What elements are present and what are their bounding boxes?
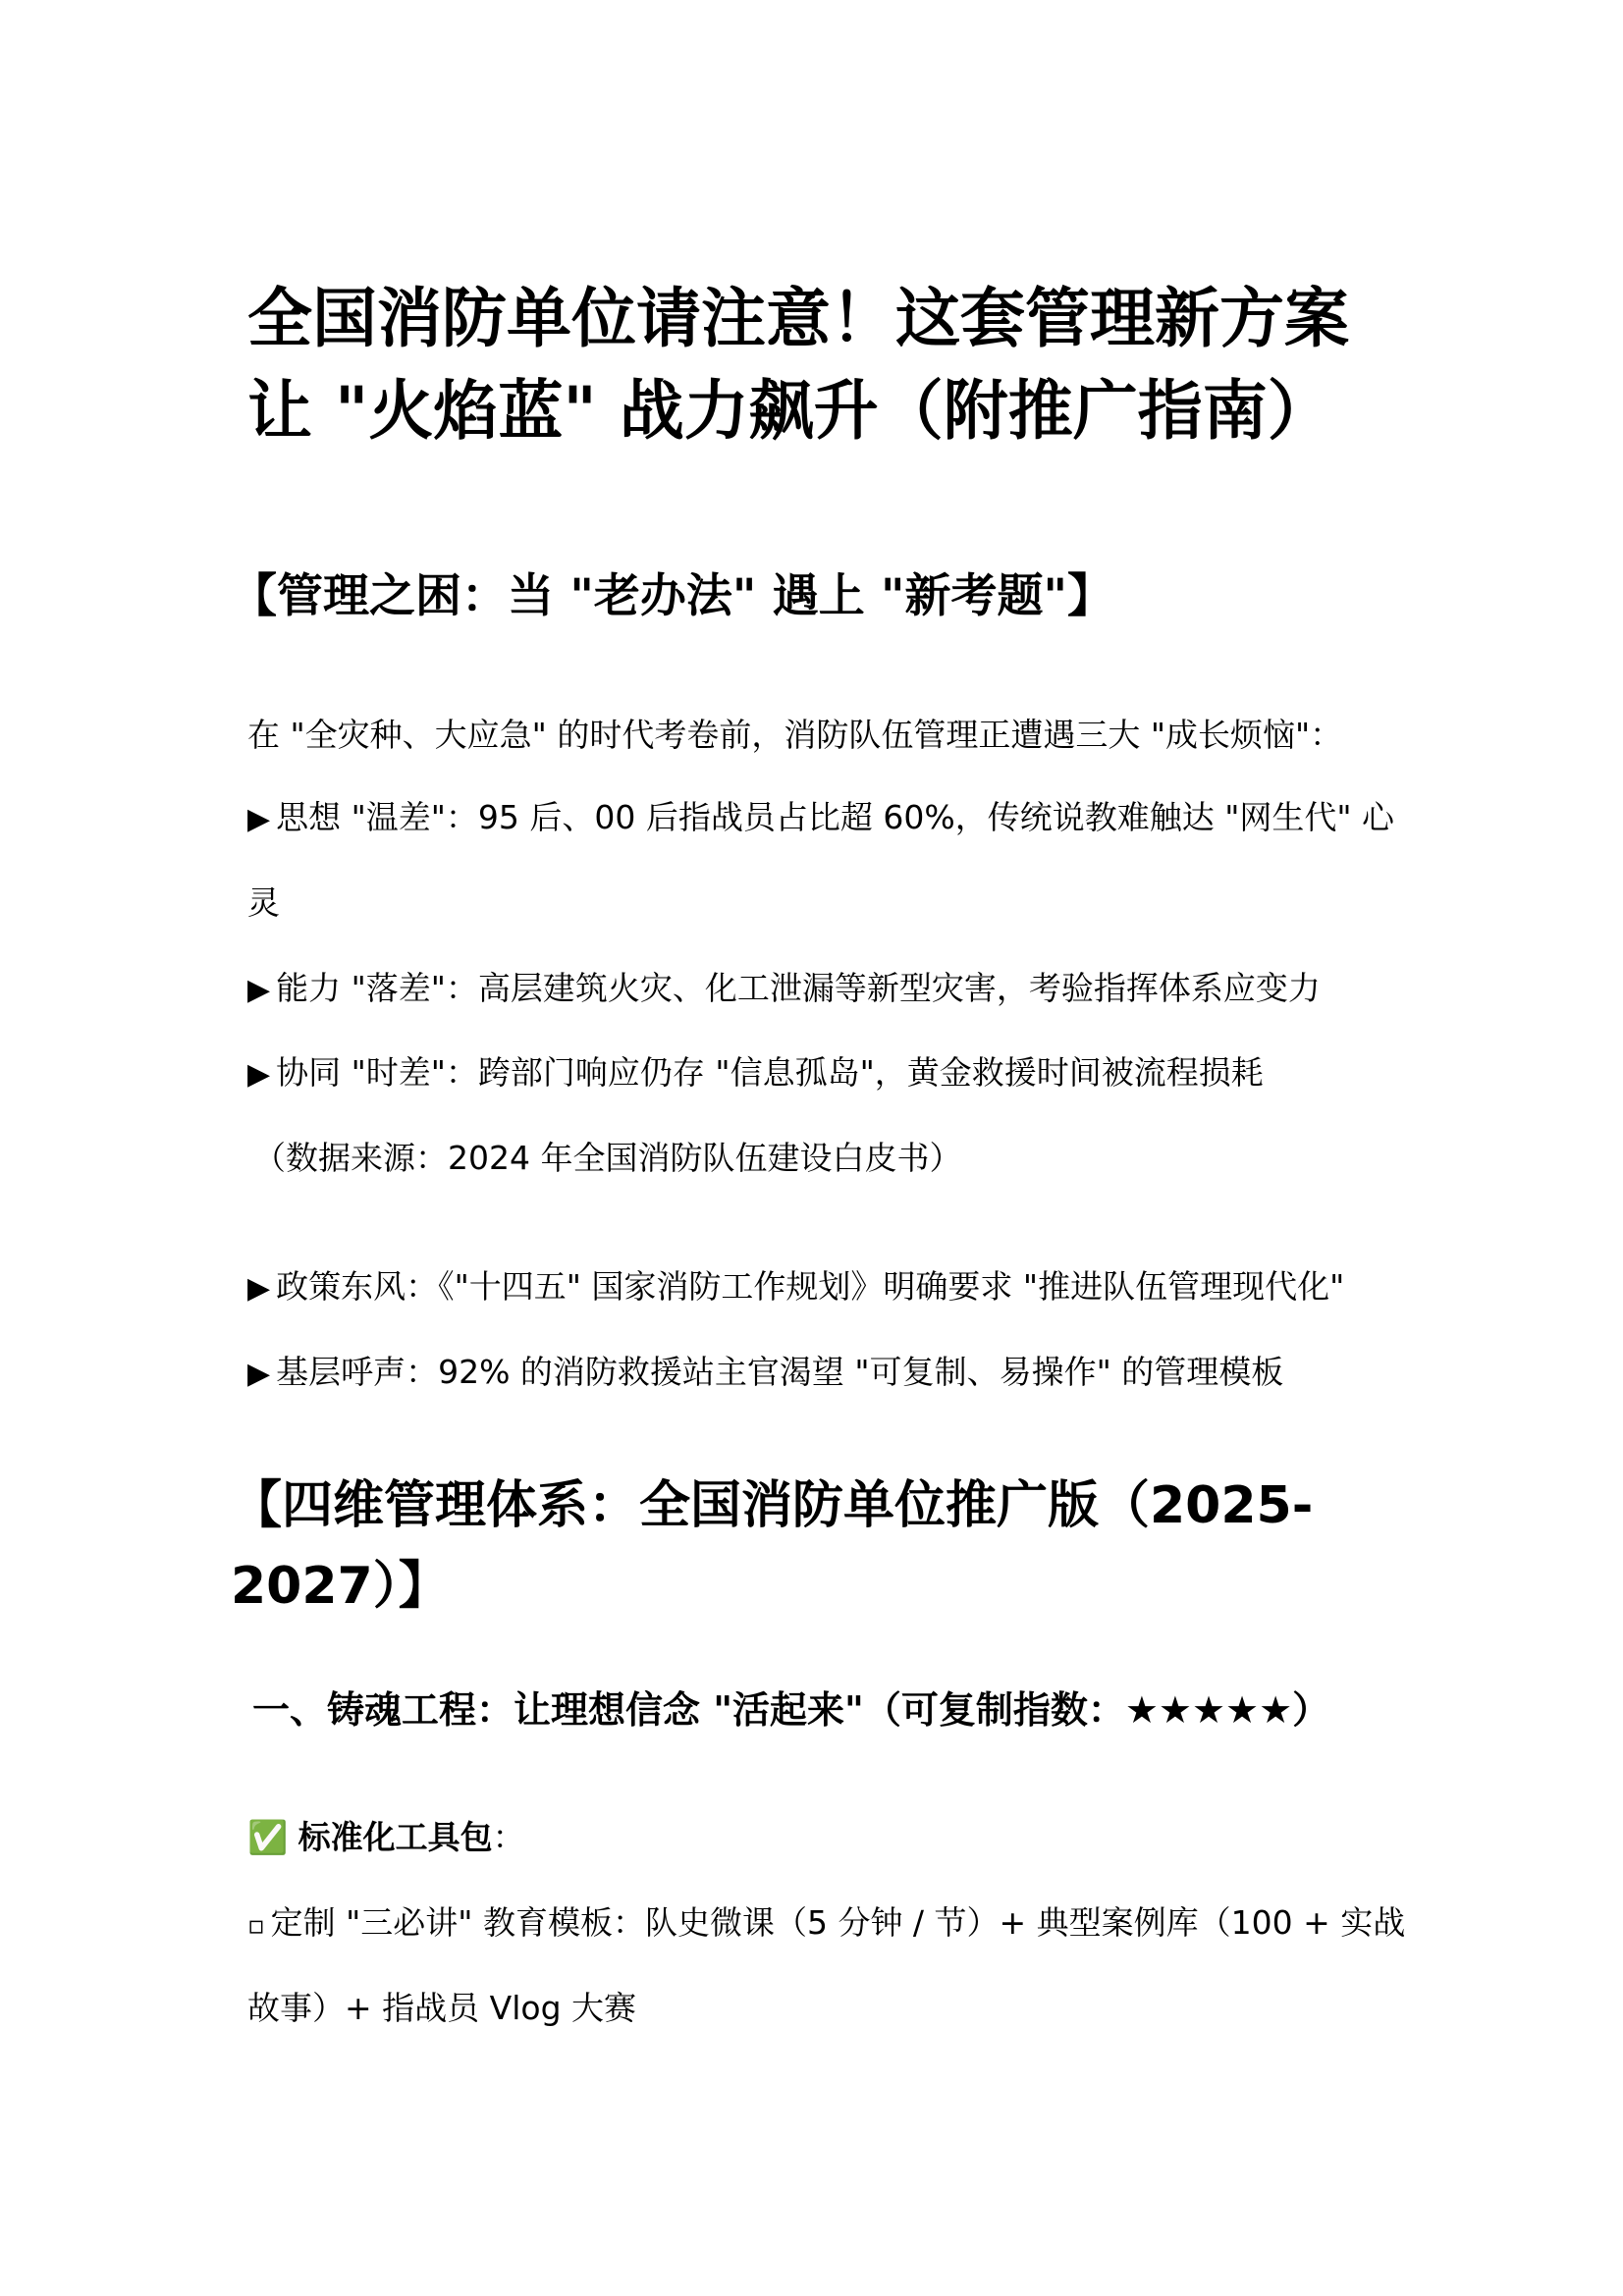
intro-paragraph: 在 "全灾种、大应急" 的时代考卷前，消防队伍管理正遭遇三大 "成长烦恼"：: [247, 716, 1343, 754]
title-line-1: 全国消防单位请注意！这套管理新方案: [247, 281, 1349, 356]
section-heading-four-dimension-system: [231, 1466, 1370, 1627]
title-line-2: 让 "火焰蓝" 战力飙升（附推广指南）: [247, 373, 1332, 449]
toolkit-colon: ：: [492, 1818, 525, 1856]
small-square-bullet-icon: ▫: [247, 1911, 265, 1941]
list-item-coordination-gap: [247, 1048, 1264, 1099]
list-item-text: 能力 "落差"：高层建筑火灾、化工泄漏等新型灾害，考验指挥体系应变力: [276, 969, 1321, 1007]
list-item-ability-gap: [247, 964, 1321, 1015]
toolkit-label: 标准化工具包: [298, 1818, 493, 1856]
toolkit-item: [247, 1898, 1405, 1950]
list-item-thought-gap: [247, 793, 1394, 844]
toolkit-item-text: 定制 "三必讲" 教育模板：队史微课（5 分钟 / 节）+ 典型案例库（100 + 实战: [270, 1903, 1406, 1942]
list-item-grassroots: [247, 1348, 1283, 1399]
list-item-continuation: 灵: [247, 883, 280, 922]
heading-line-2: 2027）】: [231, 1557, 450, 1616]
subsection-heading-soul-project: 一、铸魂工程：让理想信念 "活起来"（可复制指数：★★★★★）: [252, 1688, 1330, 1732]
triangle-bullet-icon: ▶: [247, 1271, 271, 1306]
section-heading-management-dilemma: 【管理之困：当 "老办法" 遇上 "新考题"】: [231, 569, 1114, 623]
list-item-text: 基层呼声：92% 的消防救援站主官渴望 "可复制、易操作" 的管理模板: [276, 1353, 1284, 1391]
list-item-text: 协同 "时差"：跨部门响应仍存 "信息孤岛"，黄金救援时间被流程损耗: [276, 1053, 1264, 1092]
check-mark-icon: ✅: [247, 1818, 289, 1856]
list-item-text: 思想 "温差"：95 后、00 后指战员占比超 60%，传统说教难触达 "网生代" 心: [276, 798, 1395, 836]
list-item-text: 政策东风：《"十四五" 国家消防工作规划》明确要求 "推进队伍管理现代化": [276, 1267, 1345, 1306]
document-title: [247, 273, 1386, 457]
data-source-note: （数据来源：2024 年全国消防队伍建设白皮书）: [253, 1139, 962, 1177]
heading-line-1: 【四维管理体系：全国消防单位推广版（2025-: [231, 1476, 1314, 1535]
toolkit-item-continuation: 故事）+ 指战员 Vlog 大赛: [247, 1989, 636, 2027]
triangle-bullet-icon: ▶: [247, 802, 271, 836]
list-item-policy: [247, 1262, 1344, 1313]
triangle-bullet-icon: ▶: [247, 1357, 271, 1391]
triangle-bullet-icon: ▶: [247, 1057, 271, 1092]
toolkit-label-line: [247, 1813, 525, 1862]
triangle-bullet-icon: ▶: [247, 973, 271, 1007]
